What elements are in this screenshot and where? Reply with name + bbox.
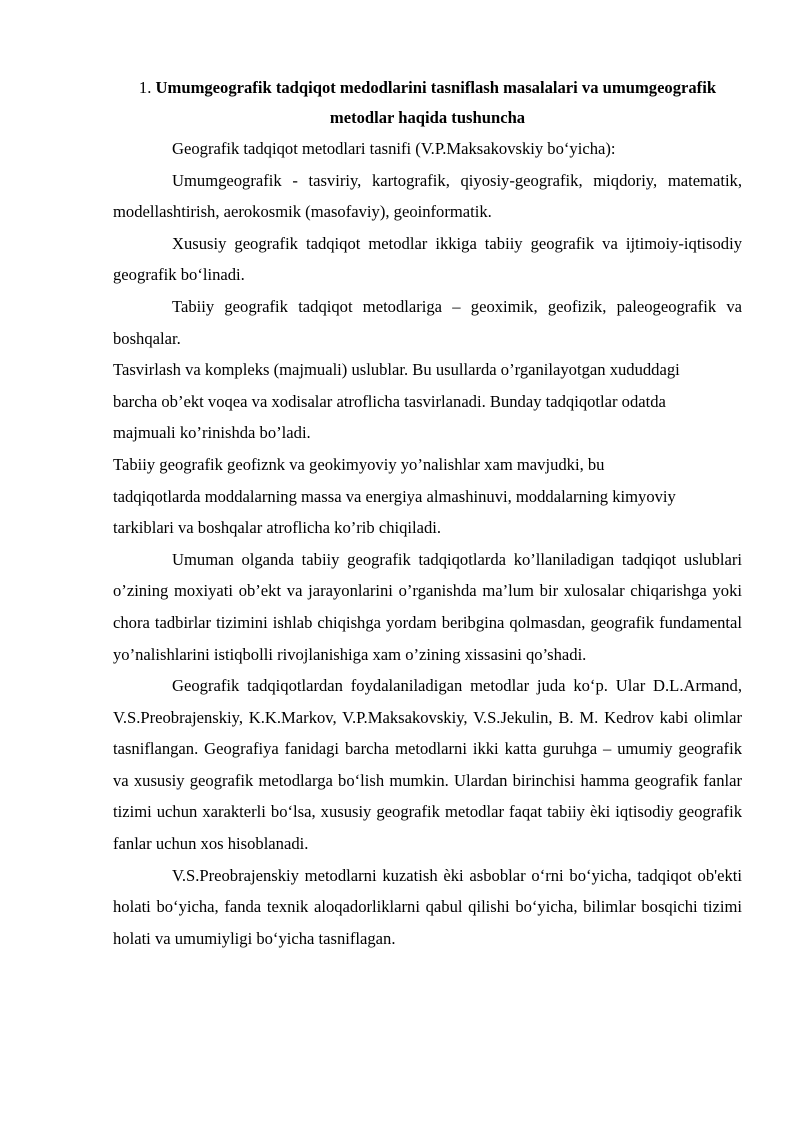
paragraph-8: Geografik tadqiqotlardan foydalaniladigan metodlar juda ko‘p. Ular D.L.Armand, V.S.Preobrajenskiy, K.K.Markov, V.P.Maksakovskiy, V.S.Jekulin, B. M. Kedrov kabi olimlar tasniflangan. Geografiya fanidagi barcha metodlarni ikki katta guruhga – umumiy geografik va xususiy geografik metodlarga bo‘lish mumkin. Ulardan birinchisi hamma geografik fanlar tizimi uchun xarakterli bo‘lsa, xususiy geografik metodlar faqat tabiiy èki iqtisodiy geografik fanlar uchun xos hisoblanadi.	[113, 676, 742, 854]
section-heading	[113, 73, 742, 133]
paragraph-3: Xususiy geografik tadqiqot metodlar ikkiga tabiiy geografik va ijtimoiy-iqtisodiy geografik bo‘linadi.	[113, 233, 742, 285]
paragraph-6: Tabiiy geografik geofiznk va geokimyoviy yo’nalishlar xam mavjudki, bu tadqiqotlarda moddalarning massa va energiya almashinuvi, moddalarning kimyoviy tarkiblari va boshqalar atroflicha ko’rib chiqiladi.	[113, 454, 676, 538]
heading-number: 1.	[138, 78, 152, 97]
paragraph-1: Geografik tadqiqot metodlari tasnifi (V.P.Maksakovskiy bo‘yicha):	[172, 139, 616, 158]
paragraph-9: V.S.Preobrajenskiy metodlarni kuzatish èki asboblar o‘rni bo‘yicha, tadqiqot ob'ekti holati bo‘yicha, fanda texnik aloqadorliklarni qabul qilishi bo‘yicha, bilimlar bosqichi tizimi holati va umumiyligi bo‘yicha tasniflagan.	[113, 865, 742, 948]
paragraph-4: Tabiiy geografik tadqiqot metodlariga – geoximik, geofizik, paleogeografik va boshqalar.	[113, 296, 742, 348]
paragraph-7: Umuman olganda tabiiy geografik tadqiqotlarda ko’llaniladigan tadqiqot uslublari o’zining moxiyati ob’ekt va jarayonlarini o’rganishda ma’lum bir xulosalar chiqarishga yoki chora tadbirlar tizimini ishlab chiqishga yordam beribgina qolmasdan, geografik fundamental yo’nalishlarini istiqbolli rivojlanishiga xam o’zining xissasini qo’shadi.	[113, 549, 742, 664]
paragraph-2: Umumgeografik - tasviriy, kartografik, qiyosiy-geografik, miqdoriy, matematik, modellashtirish, aerokosmik (masofaviy), geoinformatik.	[113, 170, 742, 222]
paragraph-5: Tasvirlash va kompleks (majmuali) uslublar. Bu usullarda o’rganilayotgan xududdagi barcha ob’ekt voqea va xodisalar atroflicha tasvirlanadi. Bunday tadqiqotlar odatda majmuali ko’rinishda bo’ladi.	[113, 360, 680, 443]
document-body	[113, 73, 742, 954]
heading-title: Umumgeografik tadqiqot medodlarini tasniflash masalalari va umumgeografik metodlar haqida tushuncha	[155, 78, 717, 127]
